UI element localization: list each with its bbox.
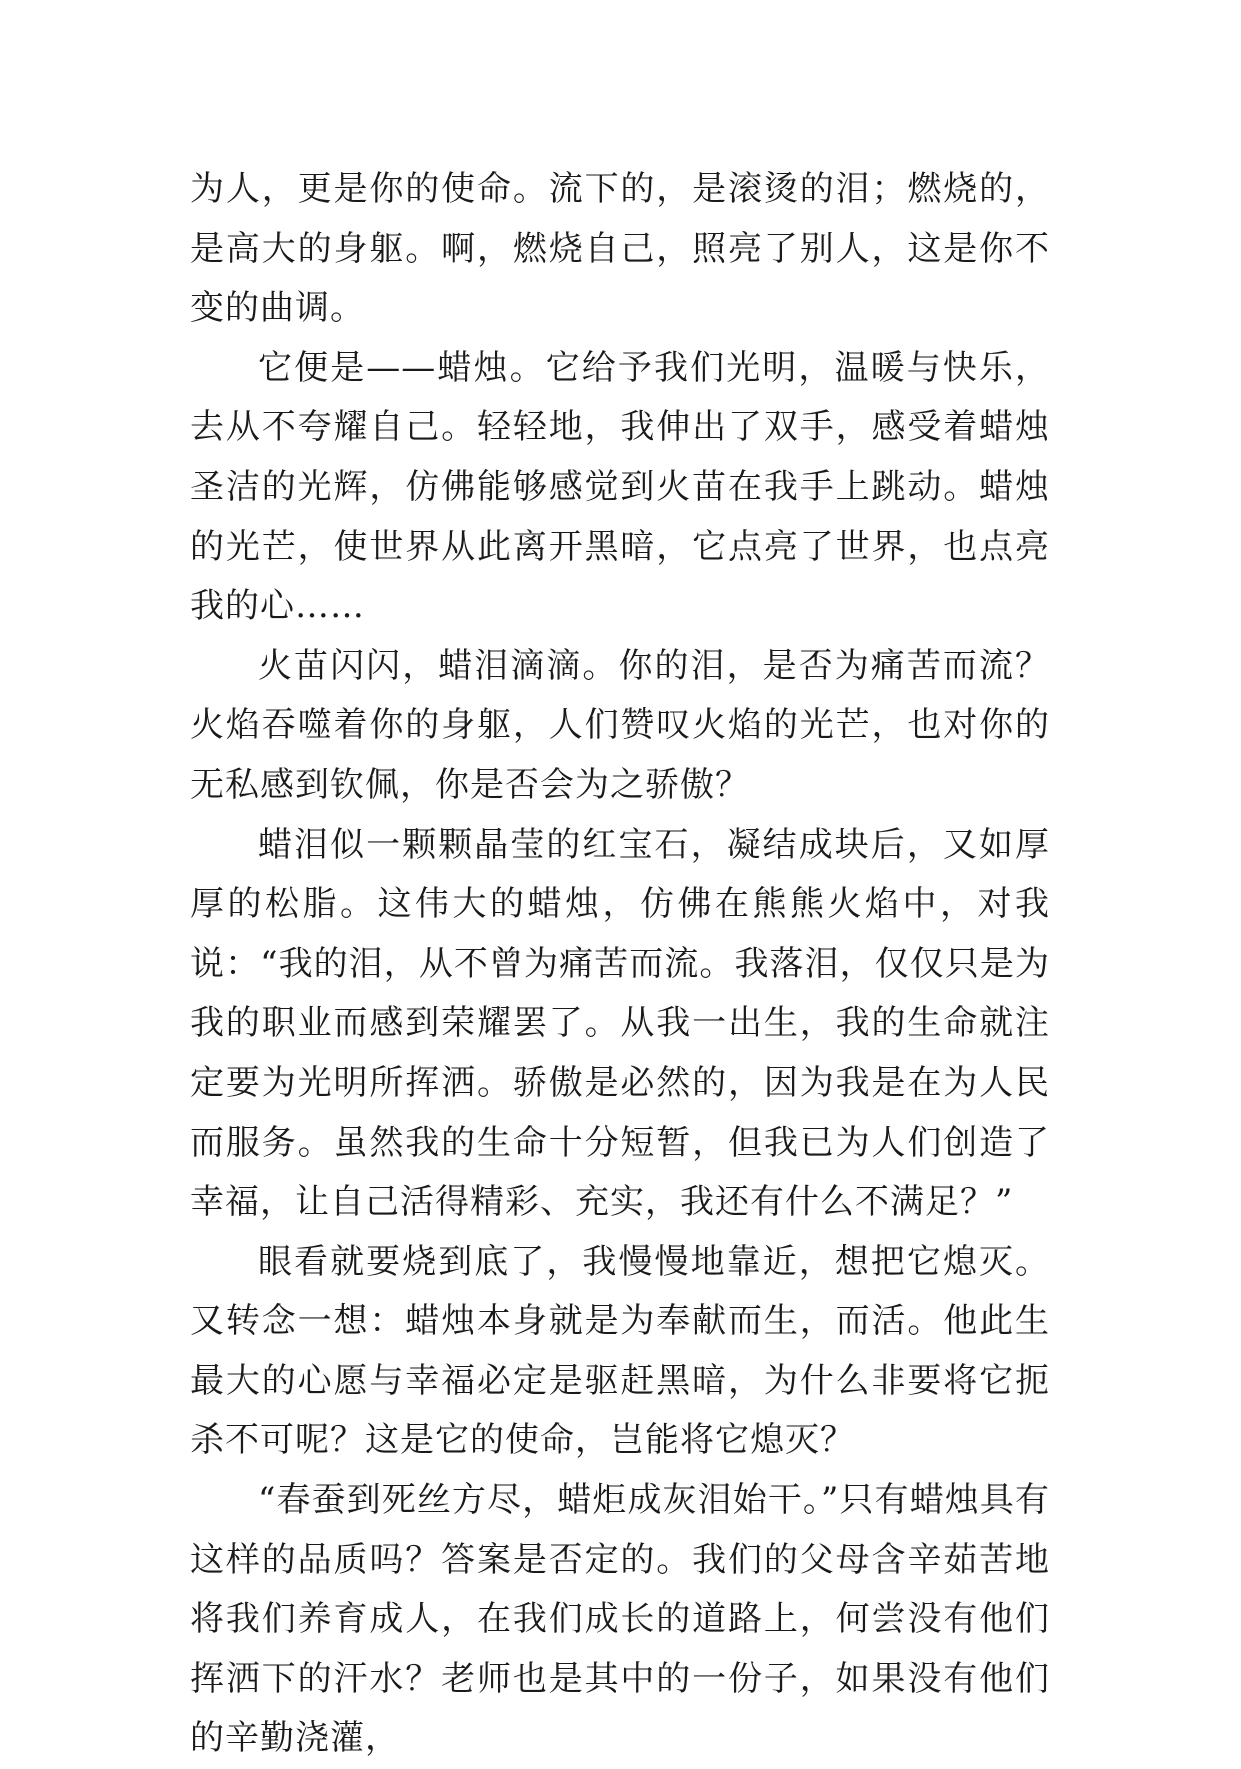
paragraph: 火苗闪闪，蜡泪滴滴。你的泪，是否为痛苦而流？火焰吞噬着你的身躯，人们赞叹火焰的光芒，也对你的无私感到钦佩，你是否会为之骄傲？ bbox=[190, 645, 1050, 805]
paragraph: 它便是——蜡烛。它给予我们光明，温暖与快乐，去从不夸耀自己。轻轻地，我伸出了双手，感受着蜡烛圣洁的光辉，仿佛能够感觉到火苗在我手上跳动。蜡烛的光芒，使世界从此离开黑暗，它点亮了世界，也点亮我的心…… bbox=[190, 347, 1050, 627]
paragraph: “春蚕到死丝方尽，蜡炬成灰泪始干。”只有蜡烛具有这样的品质吗？答案是否定的。我们的父母含辛茹苦地将我们养育成人，在我们成长的道路上，何尝没有他们挥洒下的汗水？老师也是其中的一份子，如果没有他们的辛勤浇灌， bbox=[190, 1480, 1050, 1759]
paragraph: 眼看就要烧到底了，我慢慢地靠近，想把它熄灭。又转念一想：蜡烛本身就是为奉献而生，而活。他此生最大的心愿与幸福必定是驱赶黑暗，为什么非要将它扼杀不可呢？这是它的使命，岂能将它熄灭？ bbox=[190, 1241, 1050, 1461]
paragraph: 为人，更是你的使命。流下的，是滚烫的泪；燃烧的，是高大的身躯。啊，燃烧自己，照亮了别人，这是你不变的曲调。 bbox=[190, 169, 1050, 329]
body-text bbox=[190, 160, 1050, 1769]
paragraph: 蜡泪似一颗颗晶莹的红宝石，凝结成块后，又如厚厚的松脂。这伟大的蜡烛，仿佛在熊熊火焰中，对我说：“我的泪，从不曾为痛苦而流。我落泪，仅仅只是为我的职业而感到荣耀罢了。从我一出生，我的生命就注定要为光明所挥洒。骄傲是必然的，因为我是在为人民而服务。虽然我的生命十分短暂，但我已为人们创造了幸福，让自己活得精彩、充实，我还有什么不满足？” bbox=[190, 824, 1050, 1223]
